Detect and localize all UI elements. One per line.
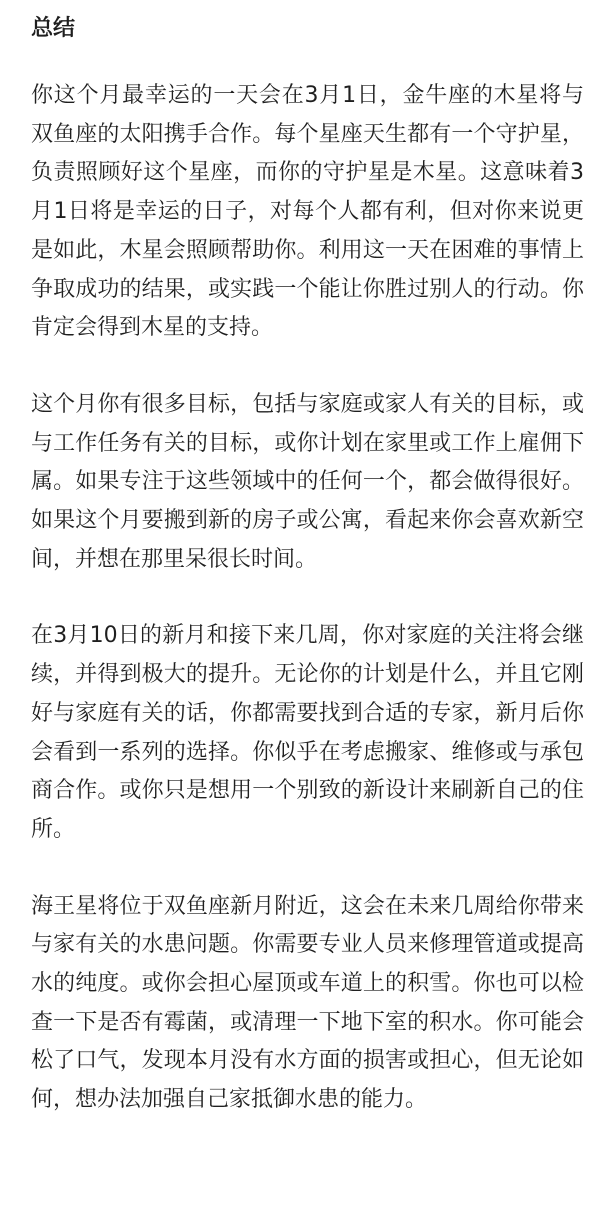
paragraph-2: 这个月你有很多目标，包括与家庭或家人有关的目标，或与工作任务有关的目标，或你计划在家里或工作上雇佣下属。如果专注于这些领域中的任何一个，都会做得很好。如果这个月要搬到新的房子或公寓，看起来你会喜欢新空间，并想在那里呆很长时间。 bbox=[31, 391, 584, 572]
paragraph-4: 海王星将位于双鱼座新月附近，这会在未来几周给你带来与家有关的水患问题。你需要专业人员来修理管道或提高水的纯度。或你会担心屋顶或车道上的积雪。你也可以检查一下是否有霉菌，或清理一下地下室的积水。你可能会松了口气，发现本月没有水方面的损害或担心，但无论如何，想办法加强自己家抵御水患的能力。 bbox=[31, 893, 584, 1113]
paragraph-3: 在3月10日的新月和接下来几周，你对家庭的关注将会继续，并得到极大的提升。无论你的计划是什么，并且它刚好与家庭有关的话，你都需要找到合适的专家，新月后你会看到一系列的选择。你似乎在考虑搬家、维修或与承包商合作。或你只是想用一个别致的新设计来刷新自己的住所。 bbox=[31, 623, 584, 842]
paragraph-1: 你这个月最幸运的一天会在3月1日，金牛座的木星将与双鱼座的太阳携手合作。每个星座天生都有一个守护星，负责照顾好这个星座，而你的守护星是木星。这意味着3月1日将是幸运的日子，对每个人都有利，但对你来说更是如此，木星会照顾帮助你。利用这一天在困难的事情上争取成功的结果，或实践一个能让你胜过别人的行动。你肯定会得到木星的支持。 bbox=[31, 83, 584, 341]
article-title: 总结 bbox=[31, 16, 76, 41]
